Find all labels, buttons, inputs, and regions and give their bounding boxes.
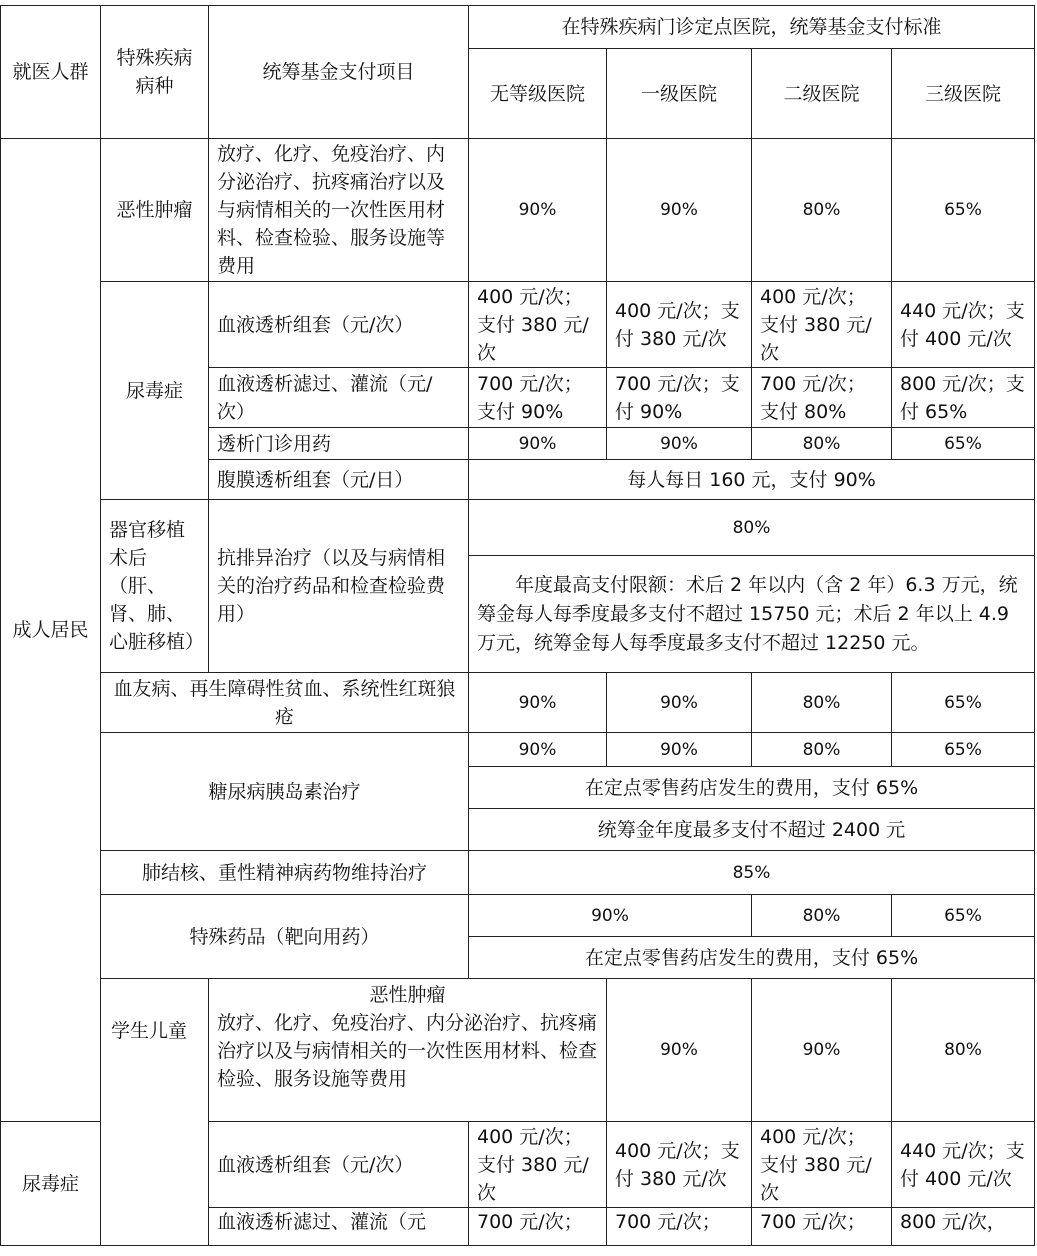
value-cell: 90% <box>607 979 752 1122</box>
value-cell: 65% <box>892 428 1035 460</box>
value-cell: 90% <box>469 895 752 937</box>
student-tumor-cell <box>209 979 607 1122</box>
value-cell: 700 元/次；支付 80% <box>752 368 892 428</box>
value-cell: 700 元/次；支付 90% <box>469 368 607 428</box>
value-cell: 80% <box>752 673 892 733</box>
value-cell: 80% <box>892 979 1035 1122</box>
diabetes-annual-cap: 统筹金年度最多支付不超过 2400 元 <box>469 809 1035 851</box>
value-cell: 440 元/次；支付 400 元/次 <box>892 1122 1035 1208</box>
value-cell: 90% <box>607 733 752 767</box>
header-level: 无等级医院 <box>469 49 607 139</box>
value-cell: 90% <box>469 733 607 767</box>
item-hemo-kit: 血液透析组套（元/次） <box>209 282 469 368</box>
value-cell: 65% <box>892 895 1035 937</box>
value-cell: 700 元/次； <box>469 1208 607 1246</box>
diabetes-pharmacy-note: 在定点零售药店发生的费用，支付 65% <box>469 767 1035 809</box>
item-dialysis-drugs: 透析门诊用药 <box>209 428 469 460</box>
value-cell: 90% <box>469 139 607 282</box>
disease-transplant: 器官移植术后（肝、肾、肺、心脏移植） <box>101 500 209 673</box>
student-tumor-title: 恶性肿瘤 <box>369 984 446 1006</box>
header-items: 统筹基金支付项目 <box>209 6 469 139</box>
value-cell: 65% <box>892 673 1035 733</box>
header-level: 二级医院 <box>752 49 892 139</box>
value-cell: 400 元/次；支付 380 元/次 <box>607 282 752 368</box>
value-cell: 65% <box>892 139 1035 282</box>
header-disease: 特殊疾病病种 <box>101 6 209 139</box>
item-transplant: 抗排异治疗（以及与病情相关的治疗药品和检查检验费用） <box>209 500 469 673</box>
student-item-hemo-kit: 血液透析组套（元/次） <box>209 1122 469 1208</box>
value-cell: 700 元/次；支付 90% <box>607 368 752 428</box>
group-adults: 成人居民 <box>1 139 101 1122</box>
value-cell: 90% <box>469 673 607 733</box>
value-cell: 400 元/次；支付 380 元/次 <box>469 1122 607 1208</box>
value-peritoneal: 每人每日 160 元，支付 90% <box>469 460 1035 500</box>
item-tumor: 放疗、化疗、免疫治疗、内分泌治疗、抗疼痛治疗以及与病情相关的一次性医用材料、检查检验、服务设施等费用 <box>209 139 469 282</box>
targeted-pharmacy-note: 在定点零售药店发生的费用，支付 65% <box>469 937 1035 979</box>
value-cell: 400 元/次；支付 380 元/次 <box>752 1122 892 1208</box>
value-cell: 700 元/次； <box>607 1208 752 1246</box>
student-item-hemo-filter: 血液透析滤过、灌流（元 <box>209 1208 469 1246</box>
value-cell: 440 元/次；支付 400 元/次 <box>892 282 1035 368</box>
item-peritoneal: 腹膜透析组套（元/日） <box>209 460 469 500</box>
value-tb: 85% <box>469 851 1035 895</box>
header-standard-title: 在特殊疾病门诊定点医院，统筹基金支付标准 <box>469 6 1035 49</box>
group-students: 学生儿童 <box>101 979 209 1246</box>
value-cell: 800 元/次；支付 65% <box>892 368 1035 428</box>
student-disease-uremia: 尿毒症 <box>1 1122 101 1246</box>
value-cell: 80% <box>752 428 892 460</box>
value-cell: 80% <box>752 895 892 937</box>
value-cell: 400 元/次；支付 380 元/次 <box>607 1122 752 1208</box>
value-cell: 90% <box>607 139 752 282</box>
value-cell: 90% <box>607 673 752 733</box>
disease-uremia: 尿毒症 <box>101 282 209 500</box>
value-transplant-rate: 80% <box>469 500 1035 556</box>
transplant-annual-limit-note: 年度最高支付限额：术后 2 年以内（含 2 年）6.3 万元，统筹金每人每季度最多支付不超过 15750 元；术后 2 年以上 4.9 万元，统筹金每人每季度最多支付不超过 12250 元。 <box>469 556 1035 673</box>
value-cell: 700 元/次； <box>752 1208 892 1246</box>
disease-tb: 肺结核、重性精神病药物维持治疗 <box>101 851 469 895</box>
value-cell: 90% <box>469 428 607 460</box>
student-tumor-item: 放疗、化疗、免疫治疗、内分泌治疗、抗疼痛治疗以及与病情相关的一次性医用材料、检查检验、服务设施等费用 <box>217 1012 598 1090</box>
disease-targeted-drugs: 特殊药品（靶向用药） <box>101 895 469 979</box>
item-hemo-filter: 血液透析滤过、灌流（元/次） <box>209 368 469 428</box>
disease-hemophilia: 血友病、再生障碍性贫血、系统性红斑狼疮 <box>101 673 469 733</box>
insurance-payment-table <box>0 5 1035 1246</box>
header-group: 就医人群 <box>1 6 101 139</box>
value-cell: 80% <box>752 733 892 767</box>
value-cell: 400 元/次；支付 380 元/次 <box>752 282 892 368</box>
value-cell: 400 元/次；支付 380 元/次 <box>469 282 607 368</box>
disease-tumor: 恶性肿瘤 <box>101 139 209 282</box>
header-level: 一级医院 <box>607 49 752 139</box>
value-cell: 65% <box>892 733 1035 767</box>
value-cell: 800 元/次， <box>892 1208 1035 1246</box>
header-level: 三级医院 <box>892 49 1035 139</box>
value-cell: 80% <box>752 139 892 282</box>
value-cell: 90% <box>752 979 892 1122</box>
disease-diabetes: 糖尿病胰岛素治疗 <box>101 733 469 851</box>
value-cell: 90% <box>607 428 752 460</box>
